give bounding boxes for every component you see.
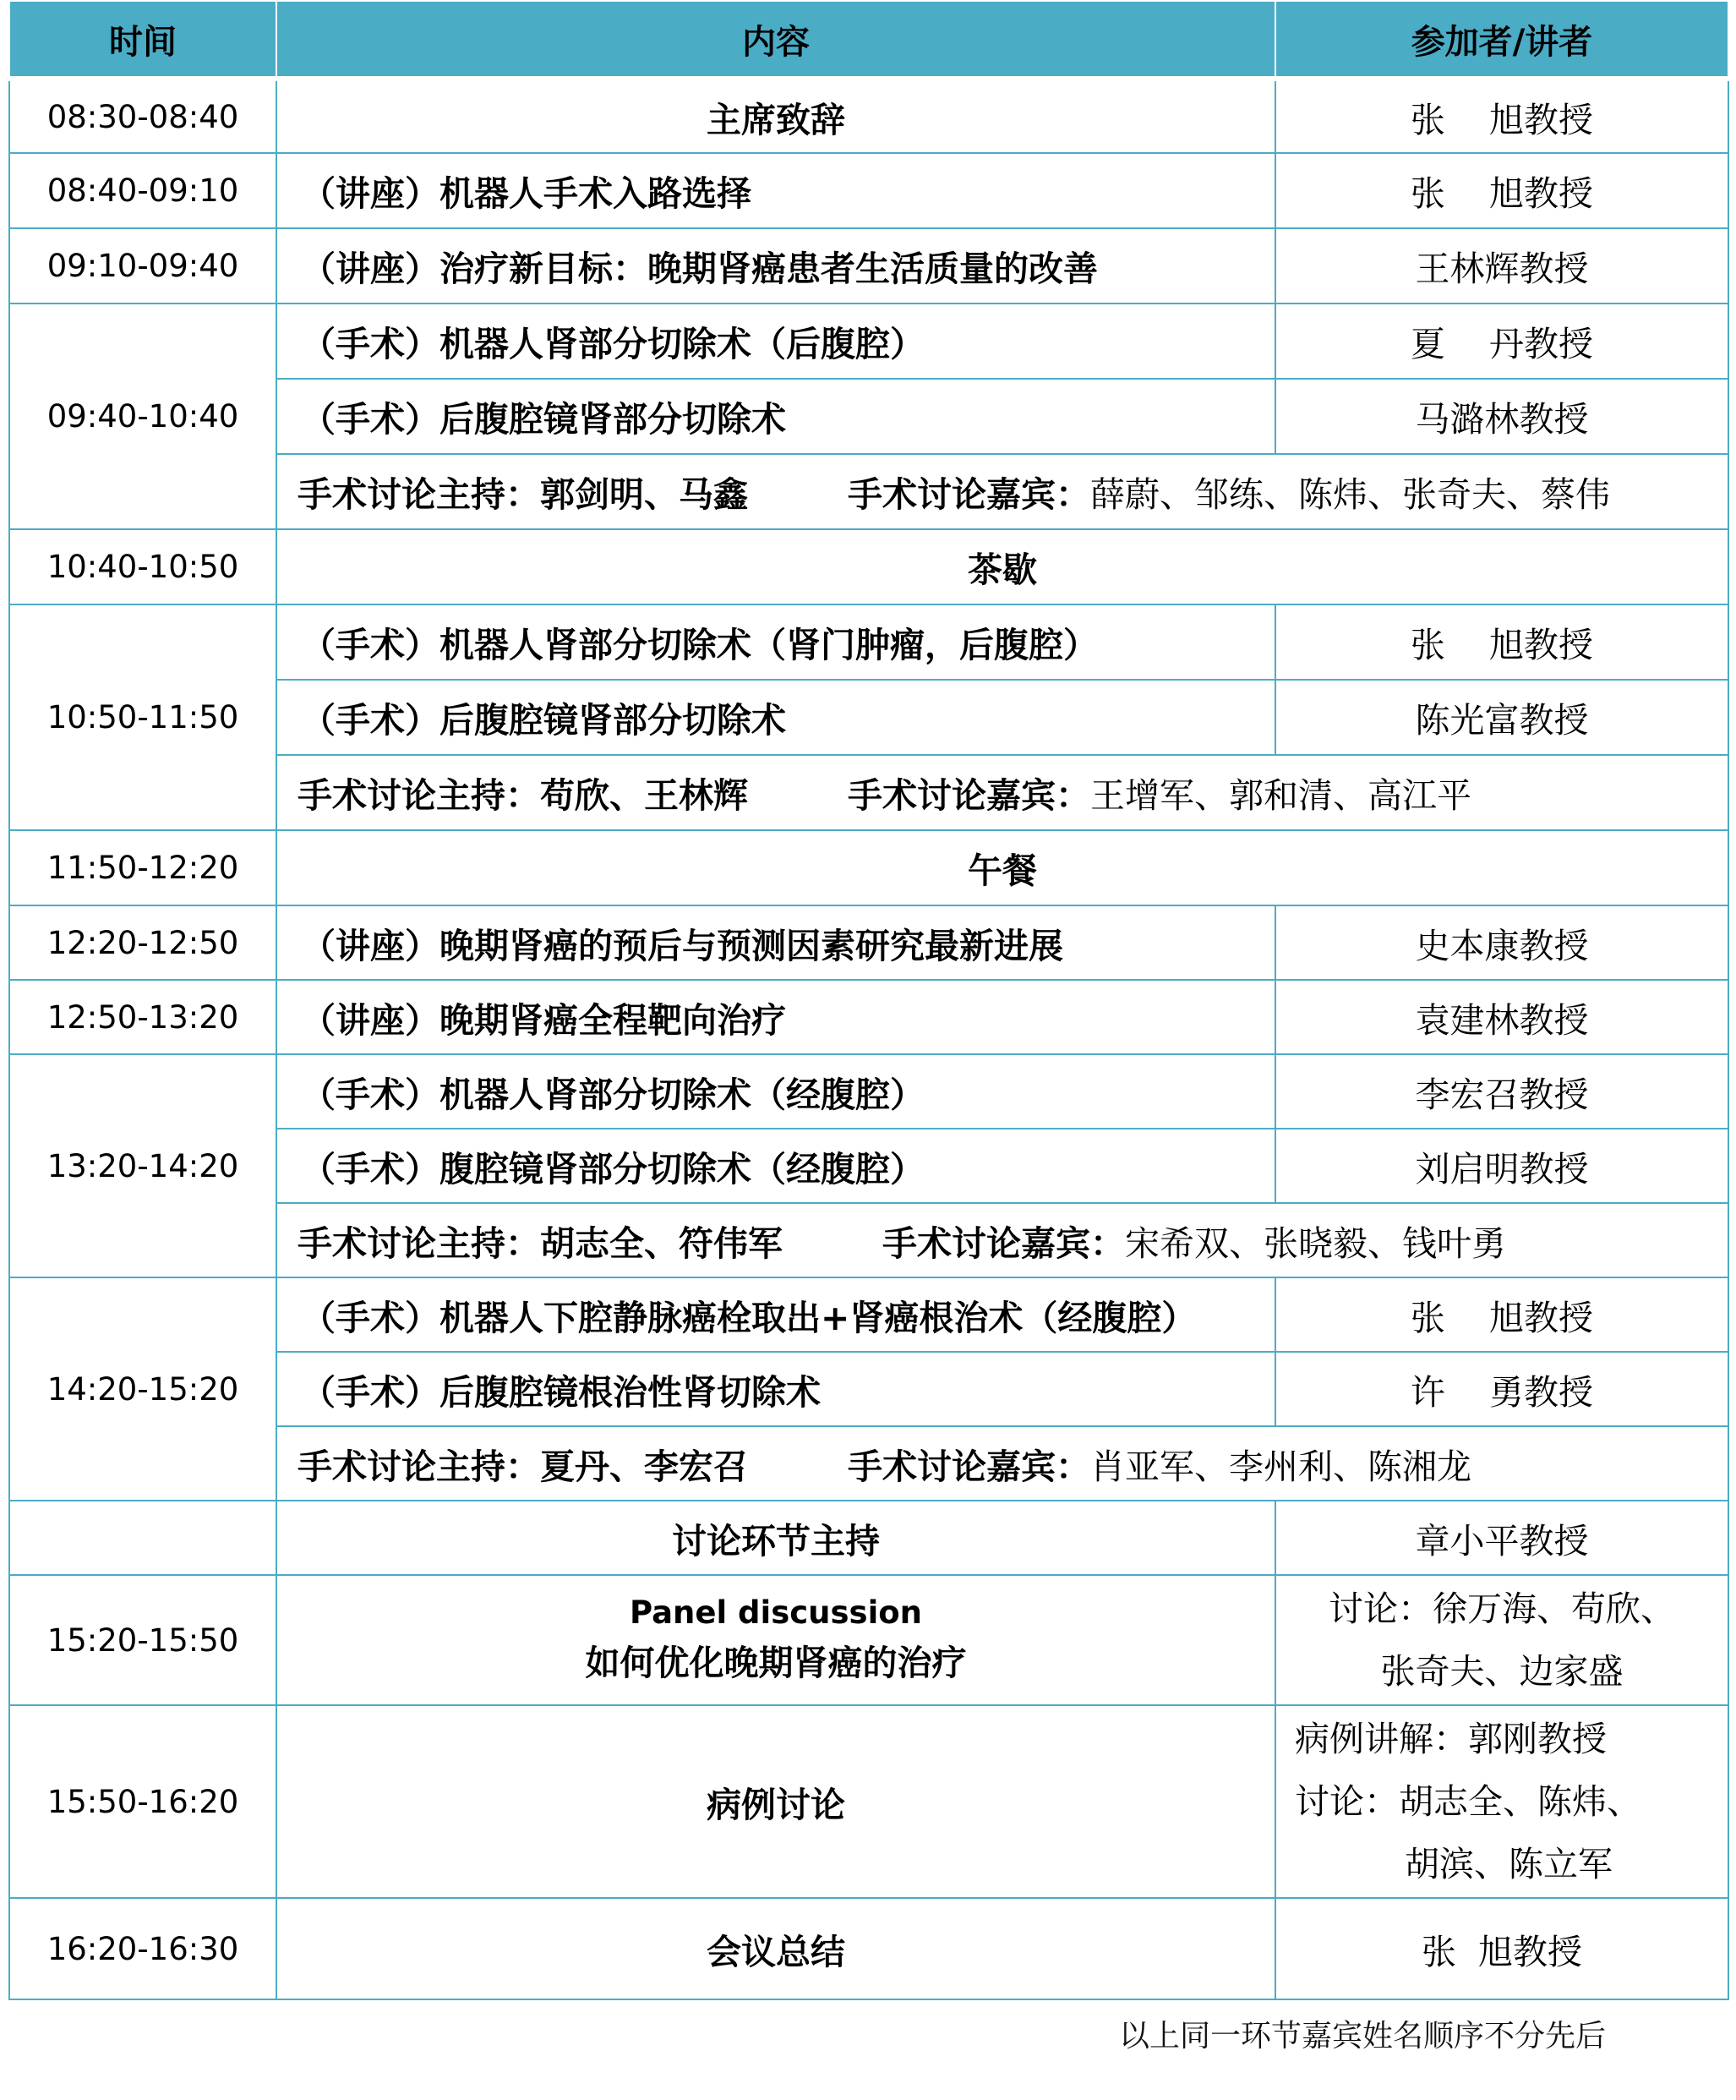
content-cell: 午餐 bbox=[276, 830, 1728, 905]
content-cell: 茶歇 bbox=[276, 529, 1728, 604]
agenda-row bbox=[9, 1501, 1728, 1575]
content-cell: （手术）机器人肾部分切除术（经腹腔） bbox=[276, 1054, 1275, 1129]
speaker-cell bbox=[1275, 1575, 1728, 1705]
speaker-cell: 袁建林教授 bbox=[1275, 980, 1728, 1054]
agenda-table bbox=[8, 2, 1729, 2000]
time-cell: 09:40-10:40 bbox=[9, 304, 276, 529]
content-cell: （手术）机器人下腔静脉癌栓取出+肾癌根治术（经腹腔） bbox=[276, 1277, 1275, 1352]
agenda-row bbox=[9, 905, 1728, 980]
discussion-guests: 王增军、郭和清、高江平 bbox=[1090, 775, 1471, 816]
time-cell: 08:40-09:10 bbox=[9, 153, 276, 228]
speaker-cell bbox=[1275, 1705, 1728, 1898]
speaker-line: 张奇夫、边家盛 bbox=[1380, 1651, 1624, 1692]
speaker-cell: 张 旭教授 bbox=[1275, 1277, 1728, 1352]
content-cell: （手术）后腹腔镜肾部分切除术 bbox=[276, 379, 1275, 454]
discussion-cell bbox=[276, 755, 1728, 830]
speaker-cell: 王林辉教授 bbox=[1275, 228, 1728, 304]
discussion-host: 手术讨论主持：胡志全、符伟军 bbox=[298, 1222, 783, 1264]
speaker-line: 讨论：胡志全、陈炜、 bbox=[1295, 1781, 1641, 1822]
agenda-row bbox=[9, 980, 1728, 1054]
discussion-guests: 薛蔚、邹练、陈炜、张奇夫、蔡伟 bbox=[1090, 474, 1610, 515]
speaker-cell: 张 旭教授 bbox=[1275, 79, 1728, 153]
speaker-cell: 马潞林教授 bbox=[1275, 379, 1728, 454]
agenda-row bbox=[9, 1277, 1728, 1352]
content-cell: （讲座）晚期肾癌的预后与预测因素研究最新进展 bbox=[276, 905, 1275, 980]
agenda-row bbox=[9, 529, 1728, 604]
agenda-row bbox=[9, 1898, 1728, 1999]
content-cell bbox=[276, 1575, 1275, 1705]
speaker-cell: 夏 丹教授 bbox=[1275, 304, 1728, 379]
agenda-row bbox=[9, 153, 1728, 228]
header-row bbox=[9, 2, 1728, 79]
time-cell: 16:20-16:30 bbox=[9, 1898, 276, 1999]
content-cell: （手术）机器人肾部分切除术（肾门肿瘤，后腹腔） bbox=[276, 604, 1275, 680]
content-cell: 会议总结 bbox=[276, 1898, 1275, 1999]
time-cell: 14:20-15:20 bbox=[9, 1277, 276, 1501]
content-cell: （手术）机器人肾部分切除术（后腹腔） bbox=[276, 304, 1275, 379]
time-cell: 12:50-13:20 bbox=[9, 980, 276, 1054]
content-cell: 病例讨论 bbox=[276, 1705, 1275, 1898]
content-cell: （讲座）机器人手术入路选择 bbox=[276, 153, 1275, 228]
content-cell: 讨论环节主持 bbox=[276, 1501, 1275, 1575]
time-cell: 08:30-08:40 bbox=[9, 79, 276, 153]
discussion-guests: 肖亚军、李州利、陈湘龙 bbox=[1090, 1446, 1471, 1487]
time-cell: 10:50-11:50 bbox=[9, 604, 276, 830]
header-time: 时间 bbox=[9, 2, 276, 79]
speaker-cell: 刘启明教授 bbox=[1275, 1129, 1728, 1203]
agenda-row bbox=[9, 304, 1728, 379]
discussion-cell bbox=[276, 1203, 1728, 1277]
speaker-cell: 张 旭教授 bbox=[1275, 1898, 1728, 1999]
discussion-guest-label: 手术讨论嘉宾： bbox=[848, 775, 1090, 816]
time-cell: 10:40-10:50 bbox=[9, 529, 276, 604]
discussion-guest-label: 手术讨论嘉宾： bbox=[848, 1446, 1090, 1487]
header-content: 内容 bbox=[276, 2, 1275, 79]
content-cell: 主席致辞 bbox=[276, 79, 1275, 153]
discussion-cell bbox=[276, 454, 1728, 529]
agenda-row bbox=[9, 1575, 1728, 1705]
time-cell: 15:50-16:20 bbox=[9, 1705, 276, 1898]
discussion-guests: 宋希双、张晓毅、钱叶勇 bbox=[1125, 1222, 1506, 1264]
content-cell: （手术）腹腔镜肾部分切除术（经腹腔） bbox=[276, 1129, 1275, 1203]
discussion-guest-label: 手术讨论嘉宾： bbox=[848, 474, 1090, 515]
discussion-host: 手术讨论主持：郭剑明、马鑫 bbox=[298, 474, 748, 515]
agenda-row bbox=[9, 1705, 1728, 1898]
agenda-row bbox=[9, 79, 1728, 153]
speaker-cell: 许 勇教授 bbox=[1275, 1352, 1728, 1426]
speaker-cell: 史本康教授 bbox=[1275, 905, 1728, 980]
speaker-cell: 张 旭教授 bbox=[1275, 604, 1728, 680]
agenda-row bbox=[9, 604, 1728, 680]
agenda-row bbox=[9, 228, 1728, 304]
speaker-cell: 张 旭教授 bbox=[1275, 153, 1728, 228]
speaker-line: 病例讲解：郭刚教授 bbox=[1295, 1719, 1607, 1759]
content-cell: （讲座）治疗新目标：晚期肾癌患者生活质量的改善 bbox=[276, 228, 1275, 304]
agenda-row bbox=[9, 1054, 1728, 1129]
content-cell: （讲座）晚期肾癌全程靶向治疗 bbox=[276, 980, 1275, 1054]
speaker-cell: 李宏召教授 bbox=[1275, 1054, 1728, 1129]
time-cell: 12:20-12:50 bbox=[9, 905, 276, 980]
content-cell: （手术）后腹腔镜根治性肾切除术 bbox=[276, 1352, 1275, 1426]
speaker-line: 胡滨、陈立军 bbox=[1405, 1844, 1613, 1884]
time-cell: 13:20-14:20 bbox=[9, 1054, 276, 1277]
discussion-guest-label: 手术讨论嘉宾： bbox=[882, 1222, 1125, 1264]
panel-title-en: Panel discussion bbox=[629, 1594, 923, 1631]
speaker-cell: 章小平教授 bbox=[1275, 1501, 1728, 1575]
speaker-line: 讨论：徐万海、苟欣、 bbox=[1329, 1589, 1675, 1629]
discussion-cell bbox=[276, 1426, 1728, 1501]
time-cell: 11:50-12:20 bbox=[9, 830, 276, 905]
header-speaker: 参加者/讲者 bbox=[1275, 2, 1728, 79]
content-cell: （手术）后腹腔镜肾部分切除术 bbox=[276, 680, 1275, 755]
time-cell: 15:20-15:50 bbox=[9, 1575, 276, 1705]
speaker-cell: 陈光富教授 bbox=[1275, 680, 1728, 755]
time-cell bbox=[9, 1501, 276, 1575]
agenda-row bbox=[9, 830, 1728, 905]
discussion-host: 手术讨论主持：苟欣、王林辉 bbox=[298, 775, 748, 816]
panel-title-cn: 如何优化晚期肾癌的治疗 bbox=[585, 1643, 967, 1683]
footnote: 以上同一环节嘉宾姓名顺序不分先后 bbox=[1119, 2019, 1607, 2054]
discussion-host: 手术讨论主持：夏丹、李宏召 bbox=[298, 1446, 748, 1487]
time-cell: 09:10-09:40 bbox=[9, 228, 276, 304]
